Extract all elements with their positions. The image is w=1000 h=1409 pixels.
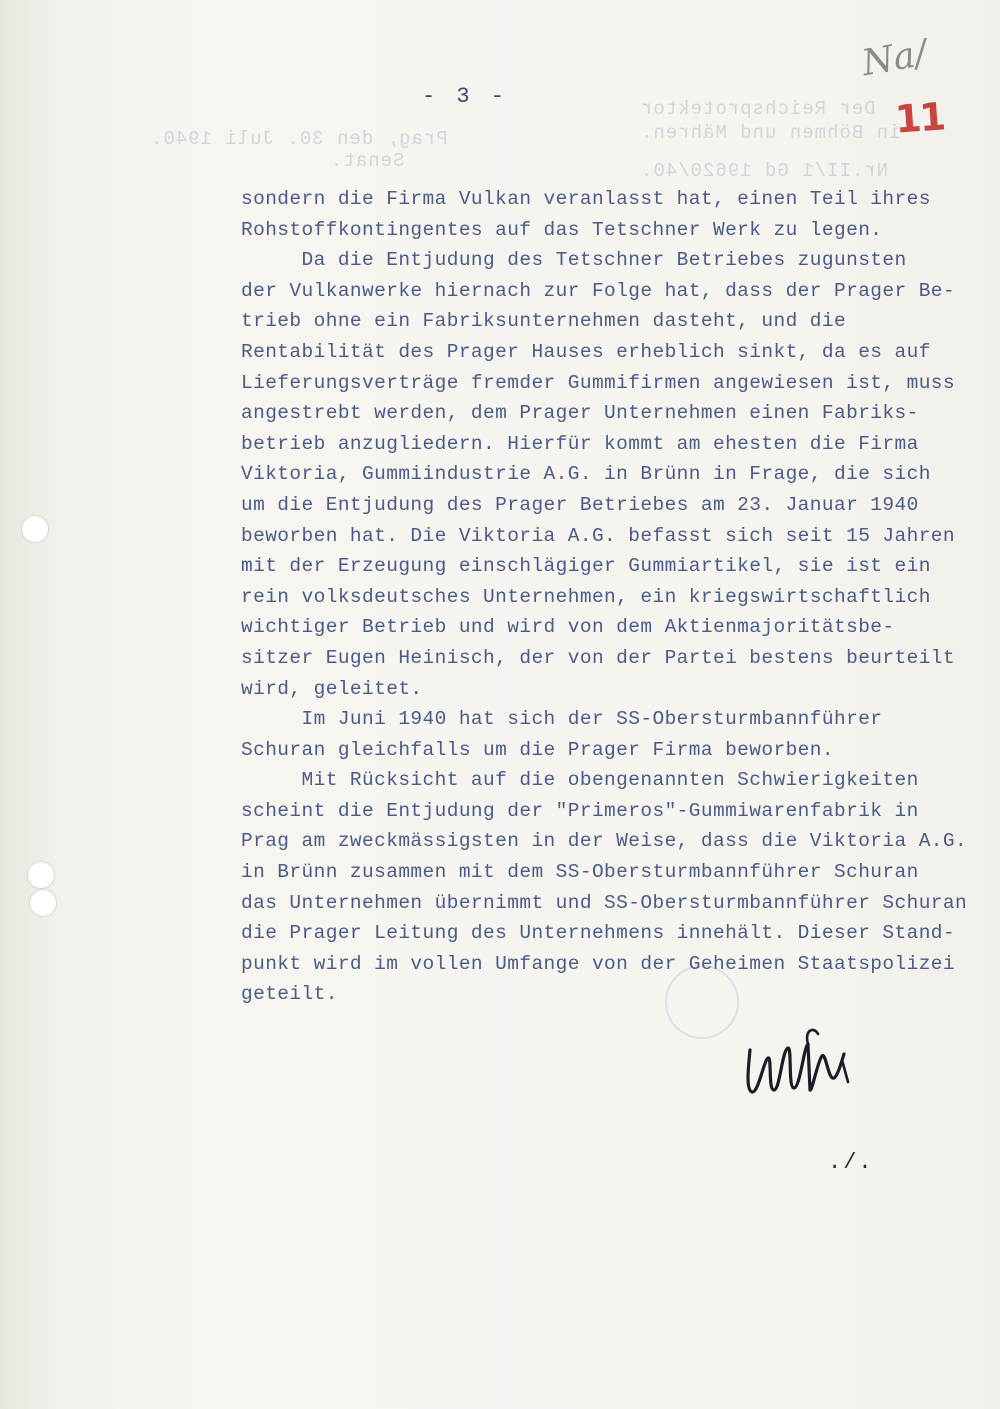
page-number: - 3 - (422, 84, 509, 109)
body-line: angestrebt werden, dem Prager Unternehmen einen Fabriks- (241, 402, 919, 425)
body-line: mit der Erzeugung einschlägiger Gummiartikel, sie ist ein (241, 555, 931, 578)
punch-hole-middle (28, 862, 54, 888)
body-line: scheint die Entjudung der "Primeros"-Gummiwarenfabrik in (241, 799, 919, 822)
body-line: Lieferungsverträge fremder Gummifirmen angewiesen ist, muss (241, 371, 956, 394)
body-line: das Unternehmen übernimmt und SS-Obersturmbannführer Schuran (241, 891, 968, 914)
body-line: Da die Entjudung des Tetschner Betriebes zugunsten (241, 249, 907, 272)
body-line: der Vulkanwerke hiernach zur Folge hat, dass der Prager Be- (241, 279, 956, 302)
bleed-through-line-1: Der Reichsprotektor (640, 98, 876, 120)
signature-icon (738, 1020, 858, 1110)
body-line: trieb ohne ein Fabriksunternehmen dasteht, und die (241, 310, 847, 333)
body-line: Prag am zweckmässigsten in der Weise, dass die Viktoria A.G. (241, 830, 968, 853)
continuation-mark: ./. (828, 1150, 874, 1175)
body-line: betrieb anzugliedern. Hierfür kommt am ehesten die Firma (241, 432, 919, 455)
punch-hole-bottom (30, 890, 56, 916)
body-line: wichtiger Betrieb und wird von dem Aktienmajoritätsbe- (241, 616, 895, 639)
body-line: sondern die Firma Vulkan veranlasst hat, einen Teil ihres (241, 188, 931, 210)
body-line: Mit Rücksicht auf die obengenannten Schwierigkeiten (241, 769, 919, 792)
bleed-through-line-2: in Böhmen und Mähren. (640, 122, 901, 144)
body-line: geteilt. (241, 983, 338, 1006)
bleed-through-line-5: Nr.II/1 Gd 19620/40. (640, 160, 889, 182)
body-line: sitzer Eugen Heinisch, der von der Partei bestens beurteilt (241, 646, 956, 669)
body-line: Viktoria, Gummiindustrie A.G. in Brünn in Frage, die sich (241, 463, 931, 486)
body-line: Rohstoffkontingentes auf das Tetschner Werk zu legen. (241, 218, 883, 241)
archive-folio-number: 11 (893, 94, 946, 142)
body-line: Rentabilität des Prager Hauses erheblich sinkt, da es auf (241, 340, 931, 363)
body-text (241, 184, 981, 1010)
body-line: Schuran gleichfalls um die Prager Firma beworben. (241, 738, 834, 761)
body-line: Im Juni 1940 hat sich der SS-Obersturmbannführer (241, 708, 883, 731)
pencil-annotation: Na/ (858, 32, 931, 85)
body-line: punkt wird im vollen Umfange von der Geheimen Staatspolizei (241, 952, 956, 975)
body-line: in Brünn zusammen mit dem SS-Obersturmbannführer Schuran (241, 861, 919, 884)
punch-hole-top (22, 516, 48, 542)
bleed-through-line-4: Senat. (330, 150, 405, 172)
faded-stamp-icon (665, 965, 739, 1039)
body-line: beworben hat. Die Viktoria A.G. befasst sich seit 15 Jahren (241, 524, 956, 547)
body-line: wird, geleitet. (241, 677, 423, 700)
body-line: rein volksdeutsches Unternehmen, ein kriegswirtschaftlich (241, 585, 931, 608)
bleed-through-line-3: Prag, den 30. Juli 1940. (150, 128, 448, 150)
body-line: um die Entjudung des Prager Betriebes am 23. Januar 1940 (241, 493, 919, 516)
body-line: die Prager Leitung des Unternehmens innehält. Dieser Stand- (241, 922, 956, 945)
